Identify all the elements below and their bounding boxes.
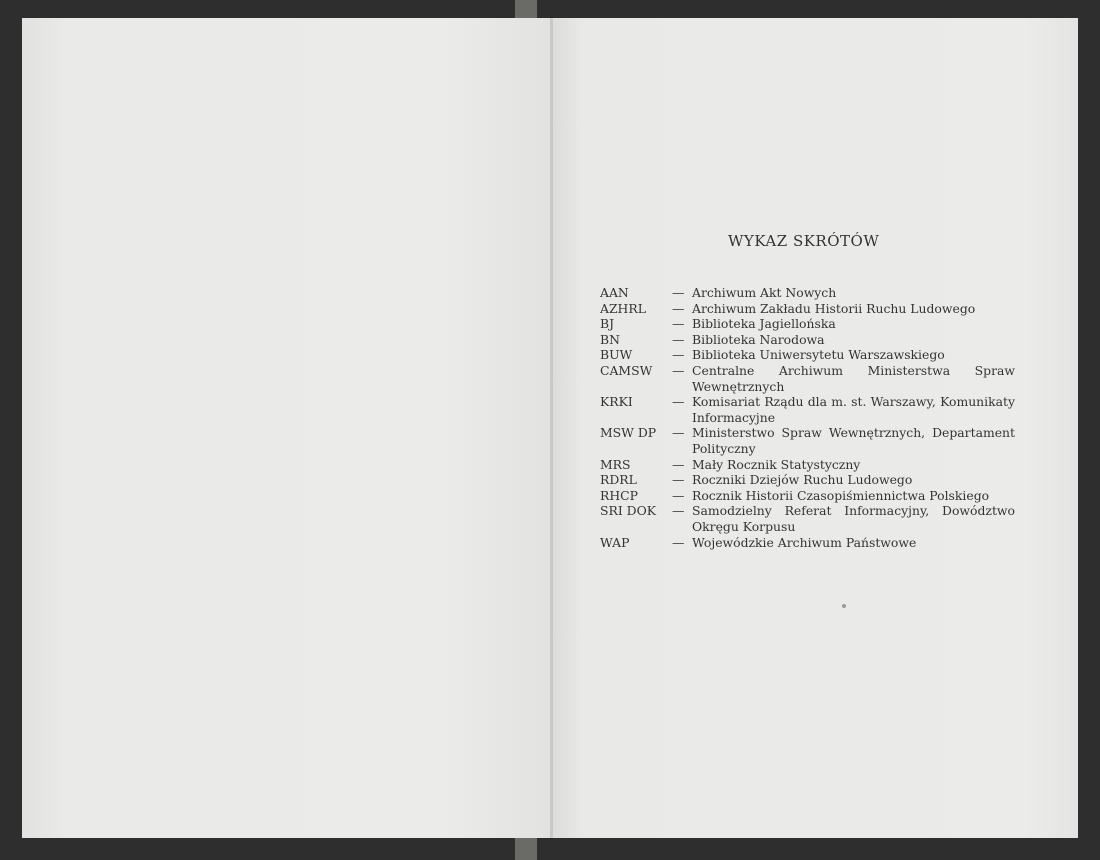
abbreviation-row — [600, 488, 1015, 504]
abbreviation-description: Mały Rocznik Statystyczny — [692, 456, 861, 472]
abbreviation-description: Wojewódzkie Archiwum Państwowe — [692, 534, 917, 550]
abbreviation-row — [600, 457, 1015, 473]
paper-speck — [842, 604, 846, 608]
abbreviation-code: KRKI — [600, 394, 633, 410]
abbreviation-code: CAMSW — [600, 362, 653, 378]
abbreviation-dash: — — [672, 394, 685, 410]
abbreviation-row — [600, 285, 1015, 301]
abbreviation-description: Komisariat Rządu dla m. st. Warszawy, Komunikaty Informacyjne — [692, 394, 1015, 425]
abbreviation-description: Archiwum Zakładu Historii Ruchu Ludowego — [692, 300, 976, 316]
abbreviation-code: BN — [600, 331, 620, 347]
left-page — [22, 18, 552, 838]
abbreviation-code: AZHRL — [600, 300, 646, 316]
abbreviation-code: BUW — [600, 347, 633, 363]
abbreviation-code: RHCP — [600, 487, 638, 503]
binding-top — [515, 0, 537, 20]
binding-bottom — [515, 838, 537, 860]
abbreviation-dash: — — [672, 487, 685, 503]
abbreviation-row — [600, 347, 1015, 363]
abbreviation-description: Ministerstwo Spraw Wewnętrznych, Departament Polityczny — [692, 425, 1015, 456]
abbreviation-dash: — — [672, 456, 685, 472]
abbreviation-dash: — — [672, 425, 685, 441]
abbreviation-row — [600, 332, 1015, 348]
page-title: WYKAZ SKRÓTÓW — [728, 232, 880, 250]
abbreviation-row — [600, 363, 1015, 394]
page-gutter — [550, 18, 553, 838]
abbreviation-row — [600, 394, 1015, 425]
abbreviation-description: Biblioteka Jagiellońska — [692, 316, 836, 332]
abbreviation-row — [600, 425, 1015, 456]
abbreviation-dash: — — [672, 472, 685, 488]
abbreviation-list — [600, 285, 1015, 550]
abbreviation-code: MRS — [600, 456, 631, 472]
abbreviation-code: WAP — [600, 534, 630, 550]
abbreviation-row — [600, 316, 1015, 332]
abbreviation-dash: — — [672, 285, 685, 300]
abbreviation-row — [600, 301, 1015, 317]
abbreviation-row — [600, 472, 1015, 488]
abbreviation-row — [600, 535, 1015, 551]
abbreviation-code: MSW DP — [600, 425, 657, 441]
abbreviation-dash: — — [672, 362, 685, 378]
abbreviation-code: SRI DOK — [600, 503, 656, 519]
abbreviation-description: Biblioteka Uniwersytetu Warszawskiego — [692, 347, 945, 363]
abbreviation-dash: — — [672, 331, 685, 347]
abbreviation-code: BJ — [600, 316, 615, 332]
abbreviation-code: RDRL — [600, 472, 637, 488]
abbreviation-dash: — — [672, 503, 685, 519]
abbreviation-dash: — — [672, 534, 685, 550]
abbreviation-code: AAN — [600, 285, 629, 300]
abbreviation-dash: — — [672, 347, 685, 363]
abbreviation-description: Samodzielny Referat Informacyjny, Dowództwo Okręgu Korpusu — [692, 503, 1015, 534]
abbreviation-row — [600, 503, 1015, 534]
abbreviation-dash: — — [672, 300, 685, 316]
abbreviation-description: Archiwum Akt Nowych — [692, 285, 837, 300]
abbreviation-description: Roczniki Dziejów Ruchu Ludowego — [692, 472, 913, 488]
abbreviation-description: Rocznik Historii Czasopiśmiennictwa Polskiego — [692, 487, 990, 503]
abbreviation-dash: — — [672, 316, 685, 332]
abbreviation-description: Biblioteka Narodowa — [692, 331, 825, 347]
abbreviation-description: Centralne Archiwum Ministerstwa Spraw Wewnętrznych — [692, 362, 1015, 394]
